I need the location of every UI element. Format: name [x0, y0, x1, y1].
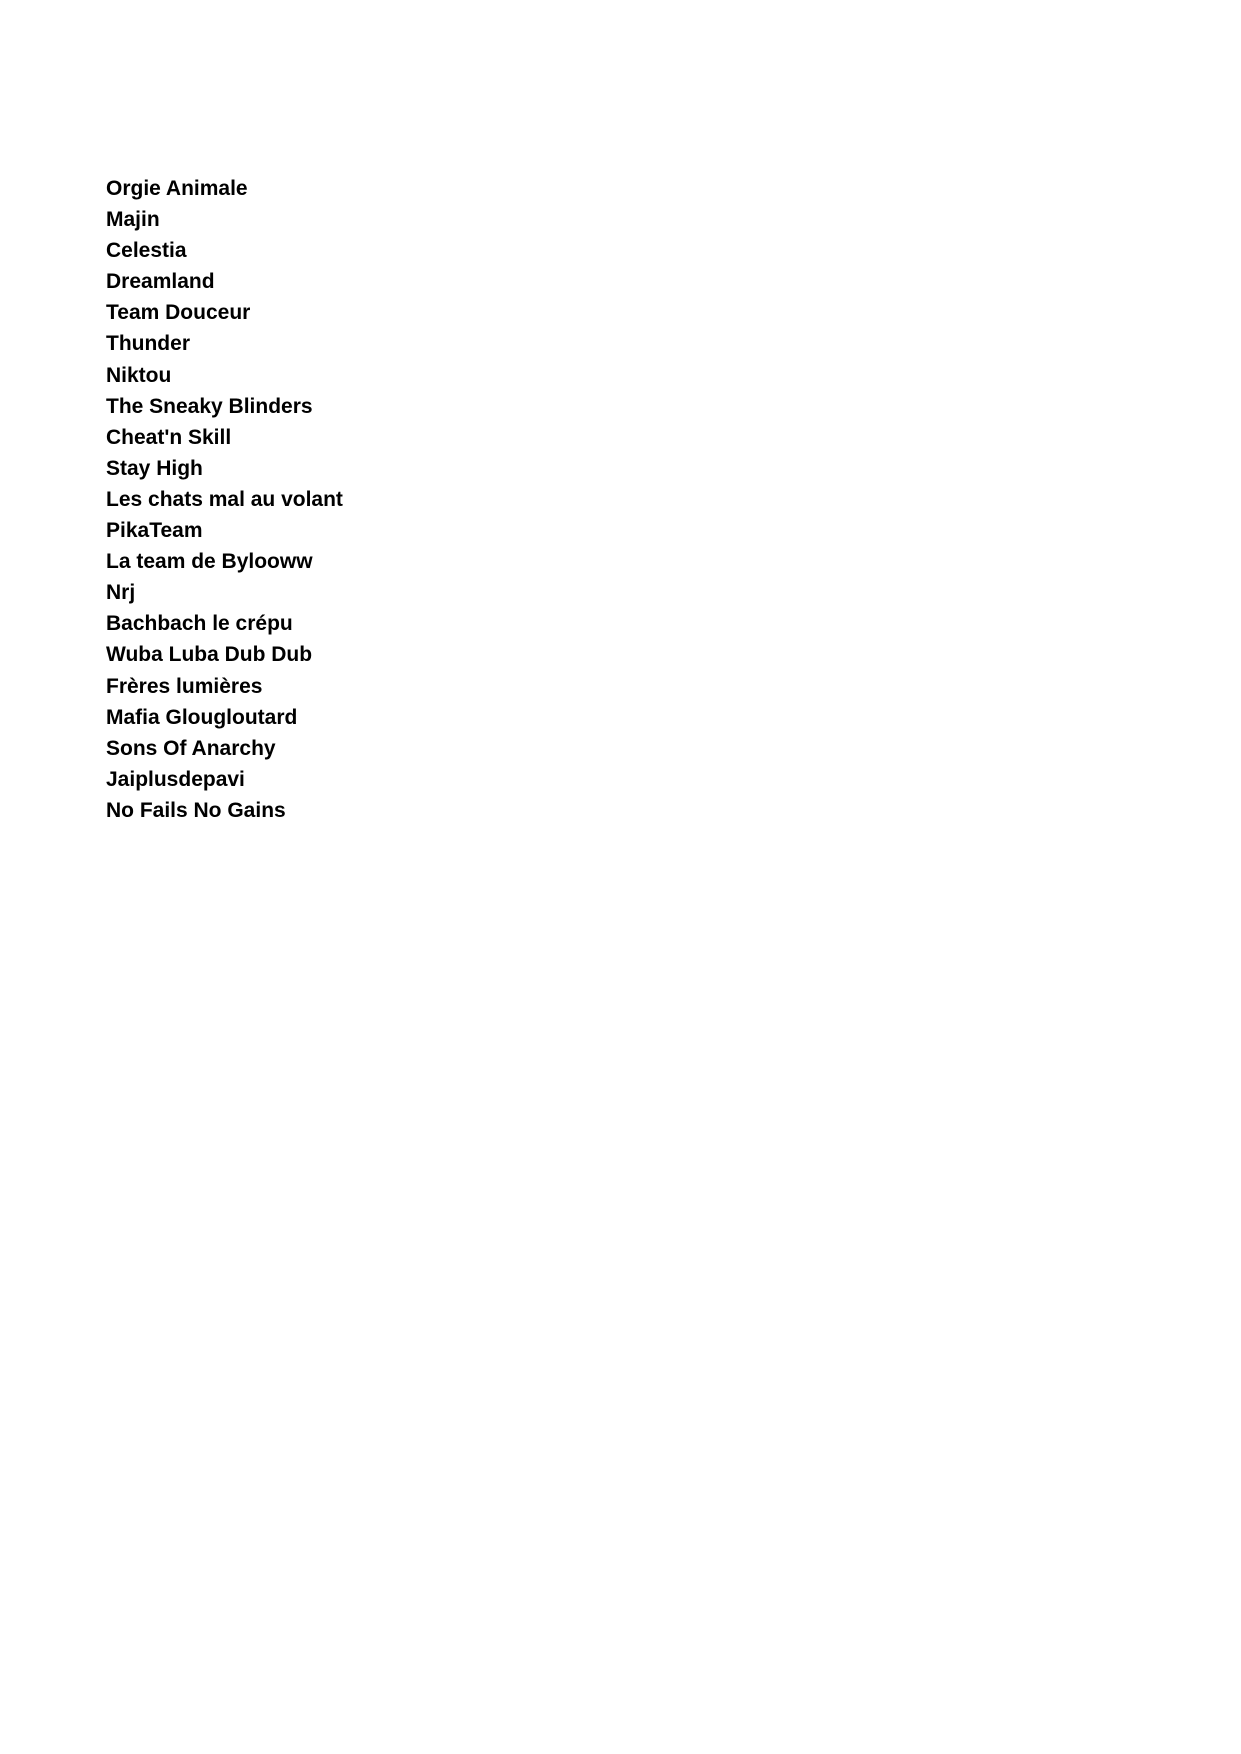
list-item: The Sneaky Blinders	[106, 394, 313, 418]
list-item: No Fails No Gains	[106, 798, 286, 822]
list-item: Les chats mal au volant	[106, 487, 343, 511]
list-item: PikaTeam	[106, 519, 203, 543]
list-item: Majin	[106, 208, 160, 232]
list-item: Nrj	[106, 581, 136, 605]
list-item: Wuba Luba Dub Dub	[106, 643, 313, 667]
list-item: Mafia Glougloutard	[106, 705, 298, 729]
list-item: Stay High	[106, 456, 203, 480]
list-item: Sons Of Anarchy	[106, 736, 276, 760]
list-item: Celestia	[106, 239, 187, 263]
list-item: Orgie Animale	[106, 177, 248, 200]
list-item: Dreamland	[106, 270, 215, 294]
list-item: Bachbach le crépu	[106, 612, 293, 636]
list-item: La team de Bylooww	[106, 550, 313, 574]
list-item: Cheat'n Skill	[106, 425, 232, 449]
team-list	[106, 173, 343, 826]
list-item: Frères lumières	[106, 674, 263, 698]
list-item: Team Douceur	[106, 301, 251, 325]
list-item: Jaiplusdepavi	[106, 767, 245, 791]
list-item: Niktou	[106, 363, 172, 387]
list-item: Thunder	[106, 332, 190, 356]
